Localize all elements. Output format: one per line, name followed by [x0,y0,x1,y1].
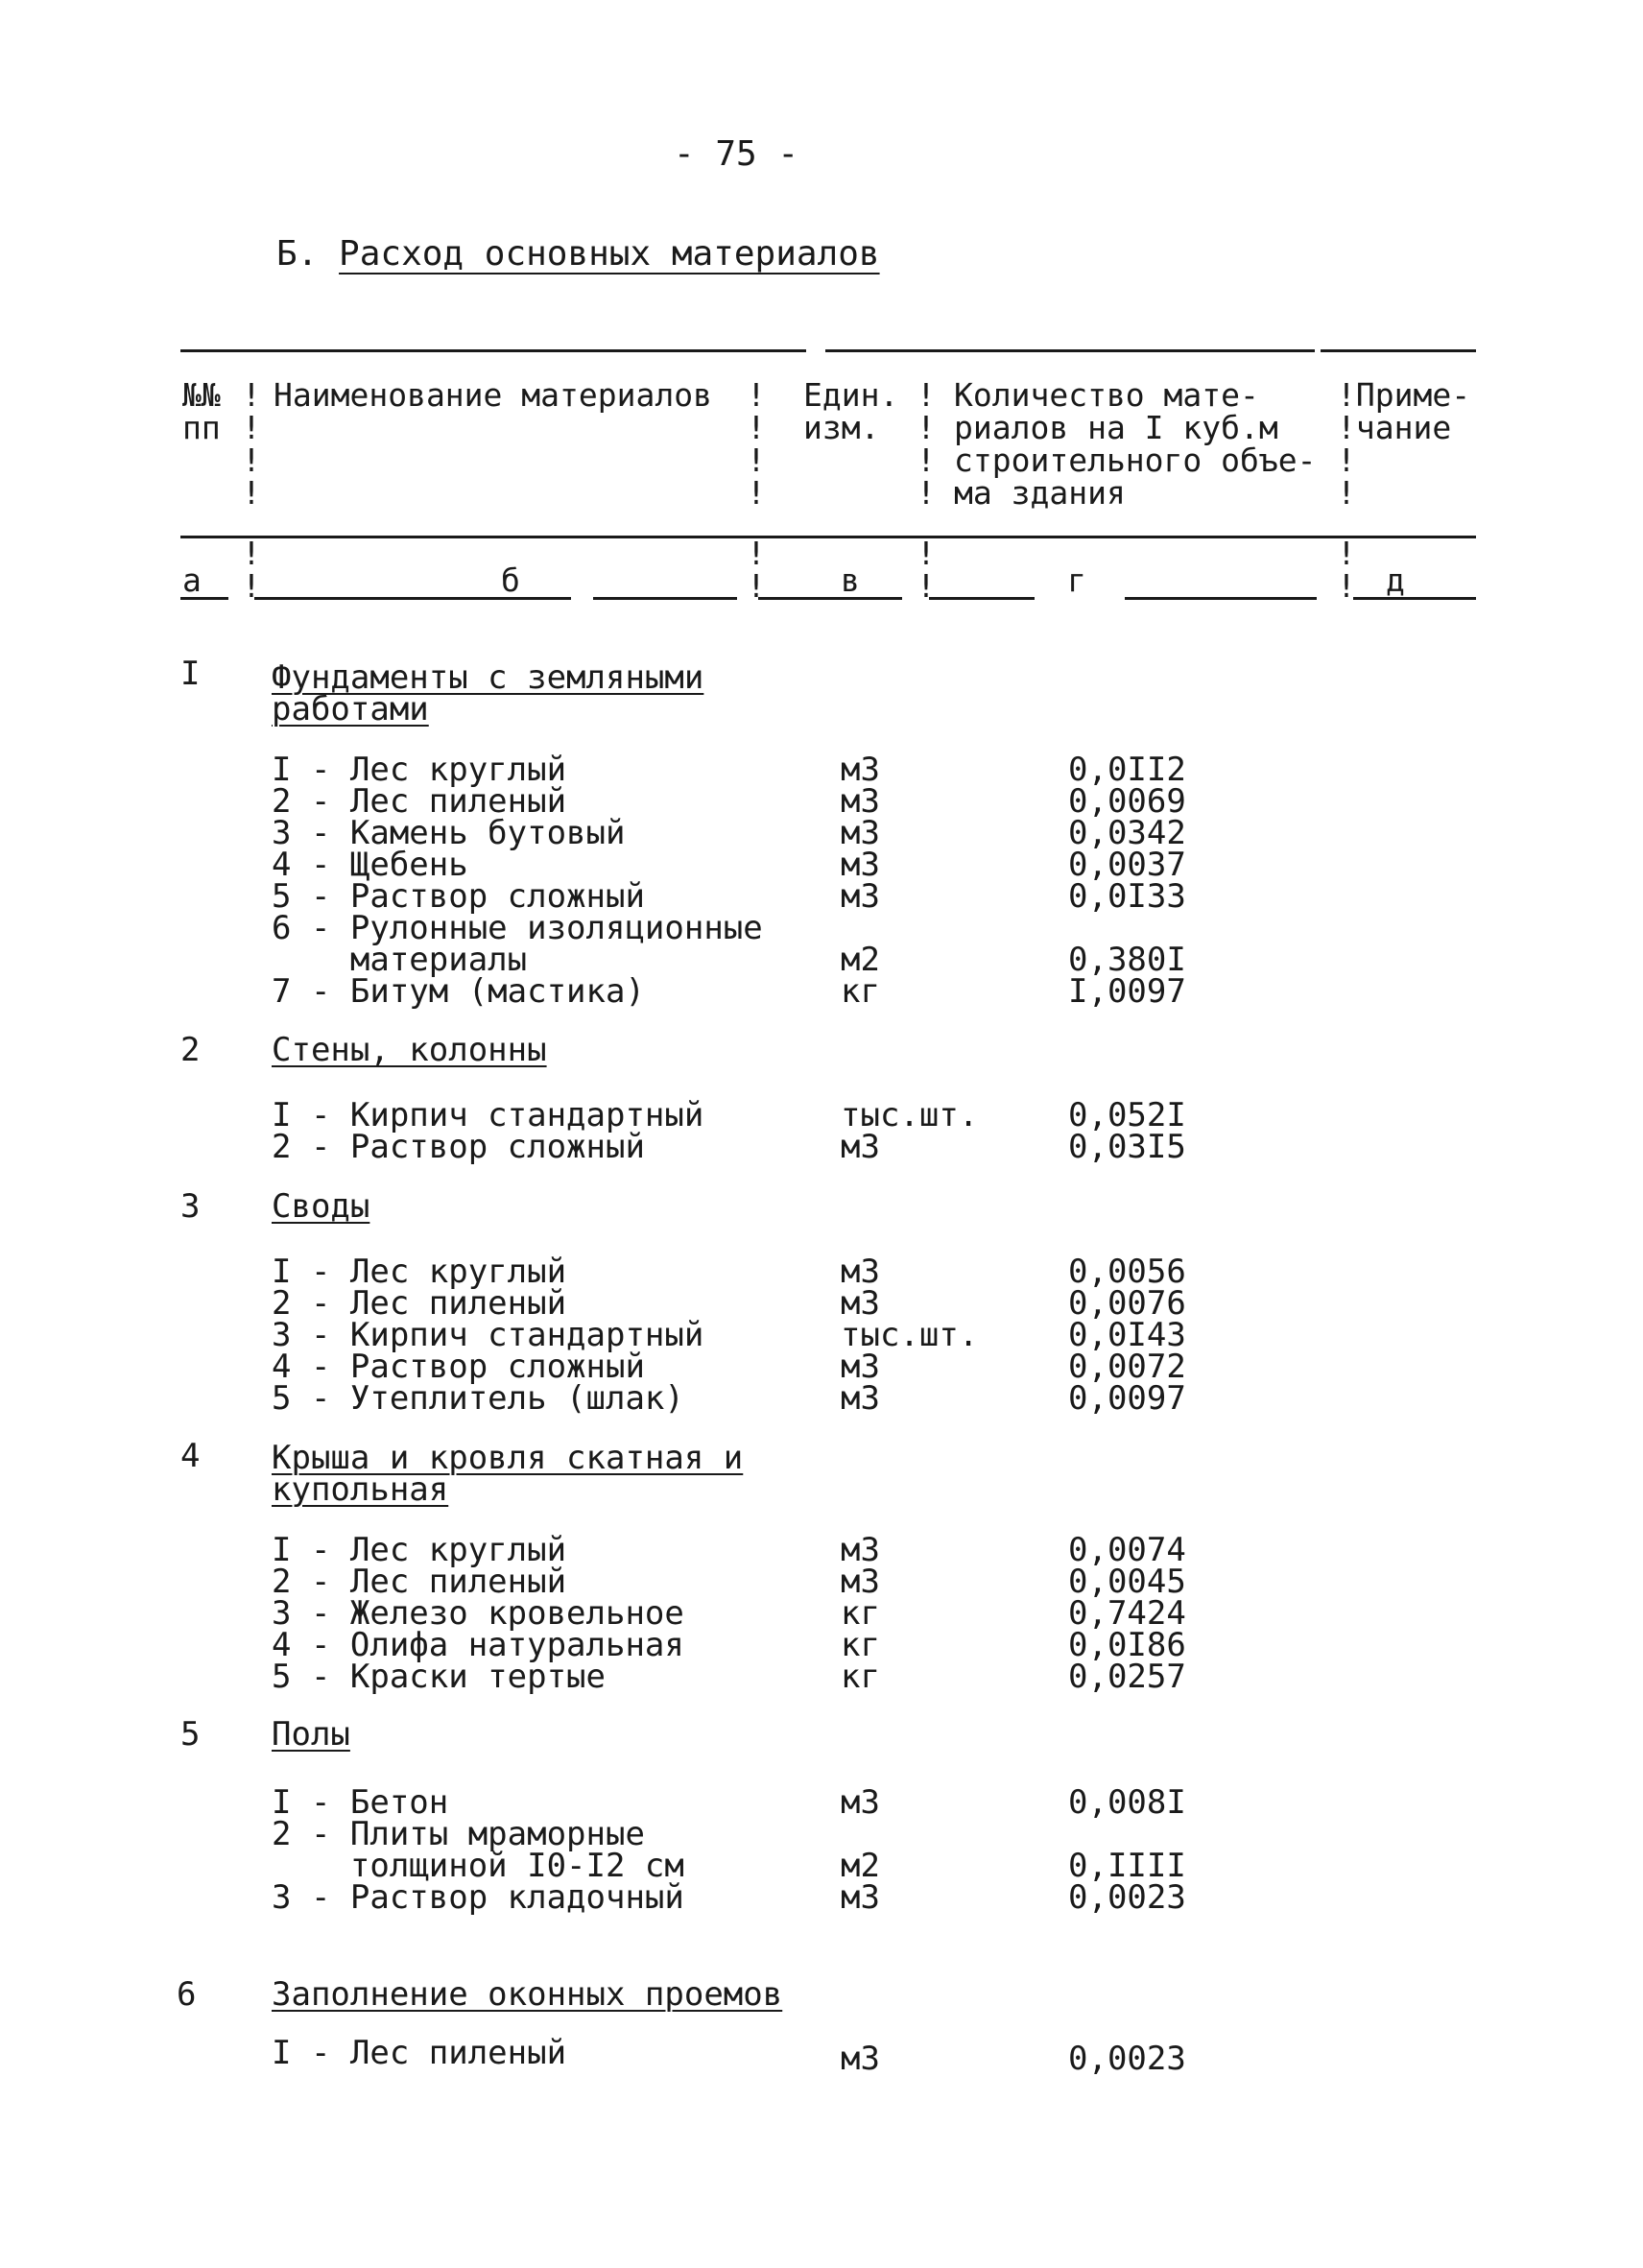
group-number: 3 [180,1187,201,1226]
material-unit: м3 [841,1531,880,1569]
group-title: Заполнение оконных проемов [272,1975,783,2014]
group-number: 5 [180,1715,201,1754]
material-unit: кг [841,1594,880,1633]
group-title: Фундаменты с земляными работами [272,658,704,728]
material-quantity: 0,0I86 [1068,1626,1186,1664]
material-name: 7 - Битум (мастика) [272,972,645,1011]
material-unit: тыс.шт. [841,1096,979,1134]
material-name: толщиной I0-I2 см [272,1847,684,1885]
header-letter-sep-4: ! ! [1337,535,1356,605]
header-bottom-rule-6 [1125,597,1317,600]
material-quantity: 0,7424 [1068,1594,1186,1633]
material-unit: м3 [841,1379,880,1418]
material-unit: м3 [841,846,880,884]
group-number: 4 [180,1437,201,1475]
material-quantity: 0,IIII [1068,1847,1186,1885]
material-unit: м3 [841,1783,880,1822]
header-sep-1: ! ! ! ! [242,376,261,512]
material-name: I - Лес круглый [272,1253,567,1291]
material-unit: м2 [841,941,880,979]
header-letter-sep-1: ! ! [242,535,261,605]
material-unit: кг [841,1658,880,1696]
header-sep-3: ! ! ! ! [917,376,936,512]
material-name: I - Бетон [272,1783,449,1822]
header-bottom-rule-3 [593,597,737,600]
material-name: 2 - Лес пиленый [272,782,567,821]
header-bottom-rule-1 [180,597,228,600]
material-name: 2 - Лес пиленый [272,1284,567,1323]
material-unit: м3 [841,1284,880,1323]
material-name: 6 - Рулонные изоляционные [272,909,763,947]
header-col-quantity: Количество мате- риалов на I куб.м строительного объе- ма здания [954,376,1317,512]
material-unit: м3 [841,1563,880,1601]
material-name: 4 - Раствор сложный [272,1348,645,1386]
material-unit: м3 [841,877,880,916]
material-quantity: 0,008I [1068,1783,1186,1822]
material-name: 5 - Утеплитель (шлак) [272,1379,684,1418]
material-name: 2 - Лес пиленый [272,1563,567,1601]
header-letter-a: а [182,561,202,599]
material-quantity: 0,0023 [1068,2040,1186,2078]
group-title: Стены, колонны [272,1031,547,1069]
header-letter-sep-3: ! ! [917,535,936,605]
header-letter-d: д [1386,561,1405,599]
material-unit: м3 [841,1348,880,1386]
material-unit: м3 [841,1253,880,1291]
group-number: I [180,655,201,693]
header-top-rule-3 [1321,349,1476,352]
material-quantity: 0,052I [1068,1096,1186,1134]
material-unit: м3 [841,1128,880,1166]
header-sep-2: ! ! ! ! [747,376,766,512]
material-quantity: 0,0257 [1068,1658,1186,1696]
material-unit: кг [841,972,880,1011]
group-title: Крыша и кровля скатная и купольная [272,1439,744,1509]
header-col-note: !Приме- !чание ! ! [1337,376,1471,512]
material-quantity: 0,0II2 [1068,751,1186,789]
material-name: 5 - Раствор сложный [272,877,645,916]
material-quantity: 0,0074 [1068,1531,1186,1569]
header-bottom-rule-7 [1353,597,1476,600]
material-quantity: 0,0056 [1068,1253,1186,1291]
header-letter-g: г [1067,561,1086,599]
material-name: материалы [272,941,528,979]
material-name: 3 - Раствор кладочный [272,1878,684,1917]
material-unit: м3 [841,782,880,821]
group-number: 2 [180,1031,201,1069]
material-name: I - Кирпич стандартный [272,1096,704,1134]
material-quantity: 0,0045 [1068,1563,1186,1601]
material-quantity: 0,0342 [1068,814,1186,852]
page-number: - 75 - [674,134,799,174]
group-number: 6 [177,1975,197,2014]
material-name: 2 - Плиты мраморные [272,1815,645,1853]
material-name: 2 - Раствор сложный [272,1128,645,1166]
material-quantity: 0,0069 [1068,782,1186,821]
material-unit: м3 [841,814,880,852]
material-quantity: 0,0076 [1068,1284,1186,1323]
header-letter-v: в [841,561,860,599]
material-name: 3 - Кирпич стандартный [272,1316,704,1354]
material-name: 5 - Краски тертые [272,1658,606,1696]
material-quantity: 0,0023 [1068,1878,1186,1917]
header-bottom-rule-4 [758,597,902,600]
material-unit: м3 [841,751,880,789]
material-quantity: 0,0072 [1068,1348,1186,1386]
material-name: 4 - Щебень [272,846,468,884]
material-name: I - Лес круглый [272,751,567,789]
header-bottom-rule-5 [929,597,1035,600]
material-name: 3 - Железо кровельное [272,1594,684,1633]
material-name: I - Лес пиленый [272,2034,567,2072]
material-name: 4 - Олифа натуральная [272,1626,684,1664]
material-quantity: 0,0I33 [1068,877,1186,916]
section-title-text: Расход основных материалов [339,234,880,274]
header-bottom-rule-2 [254,597,571,600]
header-letter-sep-2: ! ! [747,535,766,605]
header-middle-rule [180,536,1476,538]
material-name: 3 - Камень бутовый [272,814,626,852]
material-unit: кг [841,1626,880,1664]
header-col-unit: Един. изм. [803,376,899,446]
material-quantity: 0,0037 [1068,846,1186,884]
material-unit: м2 [841,1847,880,1885]
material-quantity: 0,0I43 [1068,1316,1186,1354]
group-title: Своды [272,1187,370,1226]
section-prefix: Б. [276,234,319,274]
header-letter-b: б [501,561,520,599]
material-quantity: I,0097 [1068,972,1186,1011]
material-unit: м3 [841,2040,880,2078]
material-quantity: 0,0097 [1068,1379,1186,1418]
section-title [276,234,880,274]
material-unit: м3 [841,1878,880,1917]
material-unit: тыс.шт. [841,1316,979,1354]
header-col-name: Наименование материалов [274,376,712,414]
material-quantity: 0,03I5 [1068,1128,1186,1166]
material-quantity: 0,380I [1068,941,1186,979]
header-top-rule [180,349,806,352]
header-col-num: №№ пп [182,376,221,446]
group-title: Полы [272,1715,350,1754]
material-name: I - Лес круглый [272,1531,567,1569]
header-top-rule-2 [825,349,1315,352]
